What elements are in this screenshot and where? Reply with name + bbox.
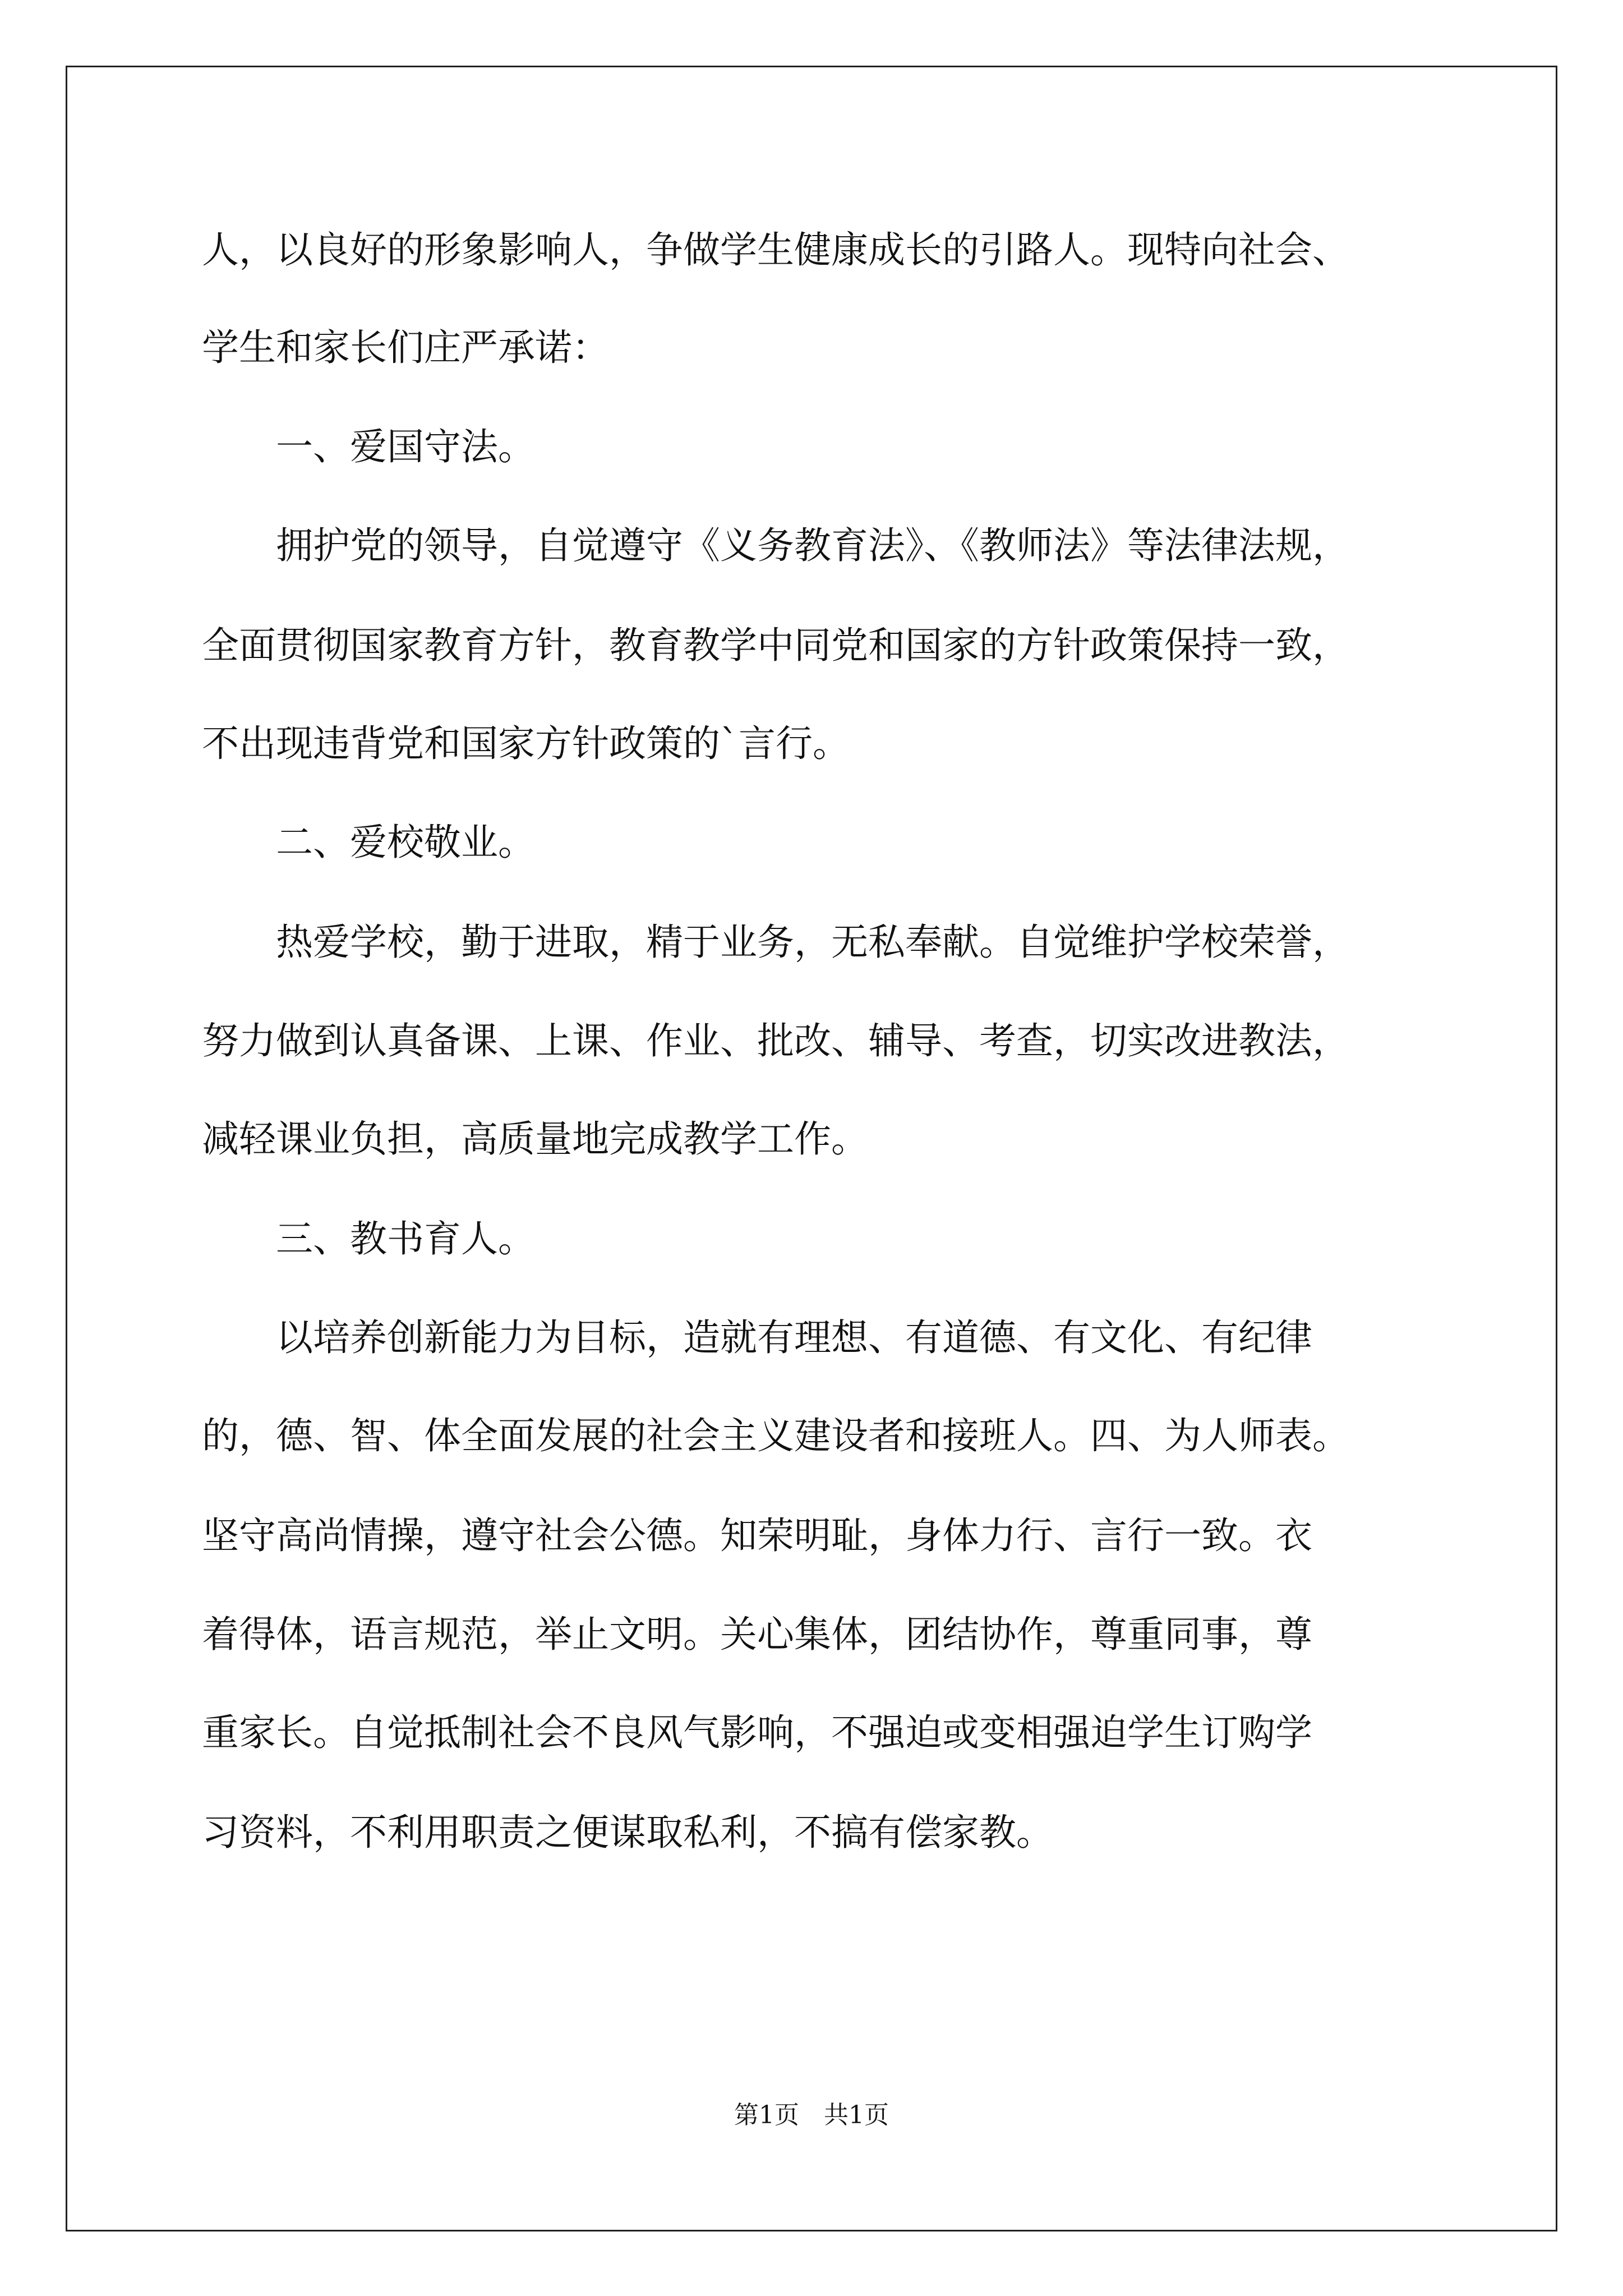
text-line: 不出现违背党和国家方针政策的`言行。 <box>202 722 850 765</box>
text-line: 努力做到认真备课、上课、作业、批改、辅导、考查，切实改进教法， <box>202 1019 1349 1062</box>
text-line: 着得体，语言规范，举止文明。关心集体，团结协作，尊重同事，尊 <box>202 1613 1312 1656</box>
text-line: 热爱学校，勤于进取，精于业务，无私奉献。自觉维护学校荣誉， <box>202 921 1349 964</box>
section-heading: 二、爱校敬业。 <box>202 821 535 864</box>
text-line: 的，德、智、体全面发展的社会主义建设者和接班人。四、为人师表。 <box>202 1414 1349 1457</box>
section-heading: 一、爱国守法。 <box>202 425 535 468</box>
text-line: 学生和家长们庄严承诺： <box>202 326 609 369</box>
text-line: 习资料，不利用职责之便谋取私利，不搞有偿家教。 <box>202 1811 1053 1854</box>
text-line: 重家长。自觉抵制社会不良风气影响，不强迫或变相强迫学生订购学 <box>202 1711 1312 1754</box>
text-line: 以培养创新能力为目标，造就有理想、有道德、有文化、有纪律 <box>202 1316 1312 1359</box>
section-heading: 三、教书育人。 <box>202 1217 535 1260</box>
page-number-footer: 第1页 共1页 <box>734 2101 889 2129</box>
text-line: 拥护党的领导，自觉遵守《义务教育法》、《教师法》等法律法规， <box>202 524 1349 567</box>
text-line: 坚守高尚情操，遵守社会公德。知荣明耻，身体力行、言行一致。衣 <box>202 1514 1312 1557</box>
text-line: 全面贯彻国家教育方针，教育教学中同党和国家的方针政策保持一致， <box>202 624 1349 667</box>
text-line: 人，以良好的形象影响人，争做学生健康成长的引路人。现特向社会、 <box>202 228 1349 272</box>
text-line: 减轻课业负担，高质量地完成教学工作。 <box>202 1117 868 1161</box>
